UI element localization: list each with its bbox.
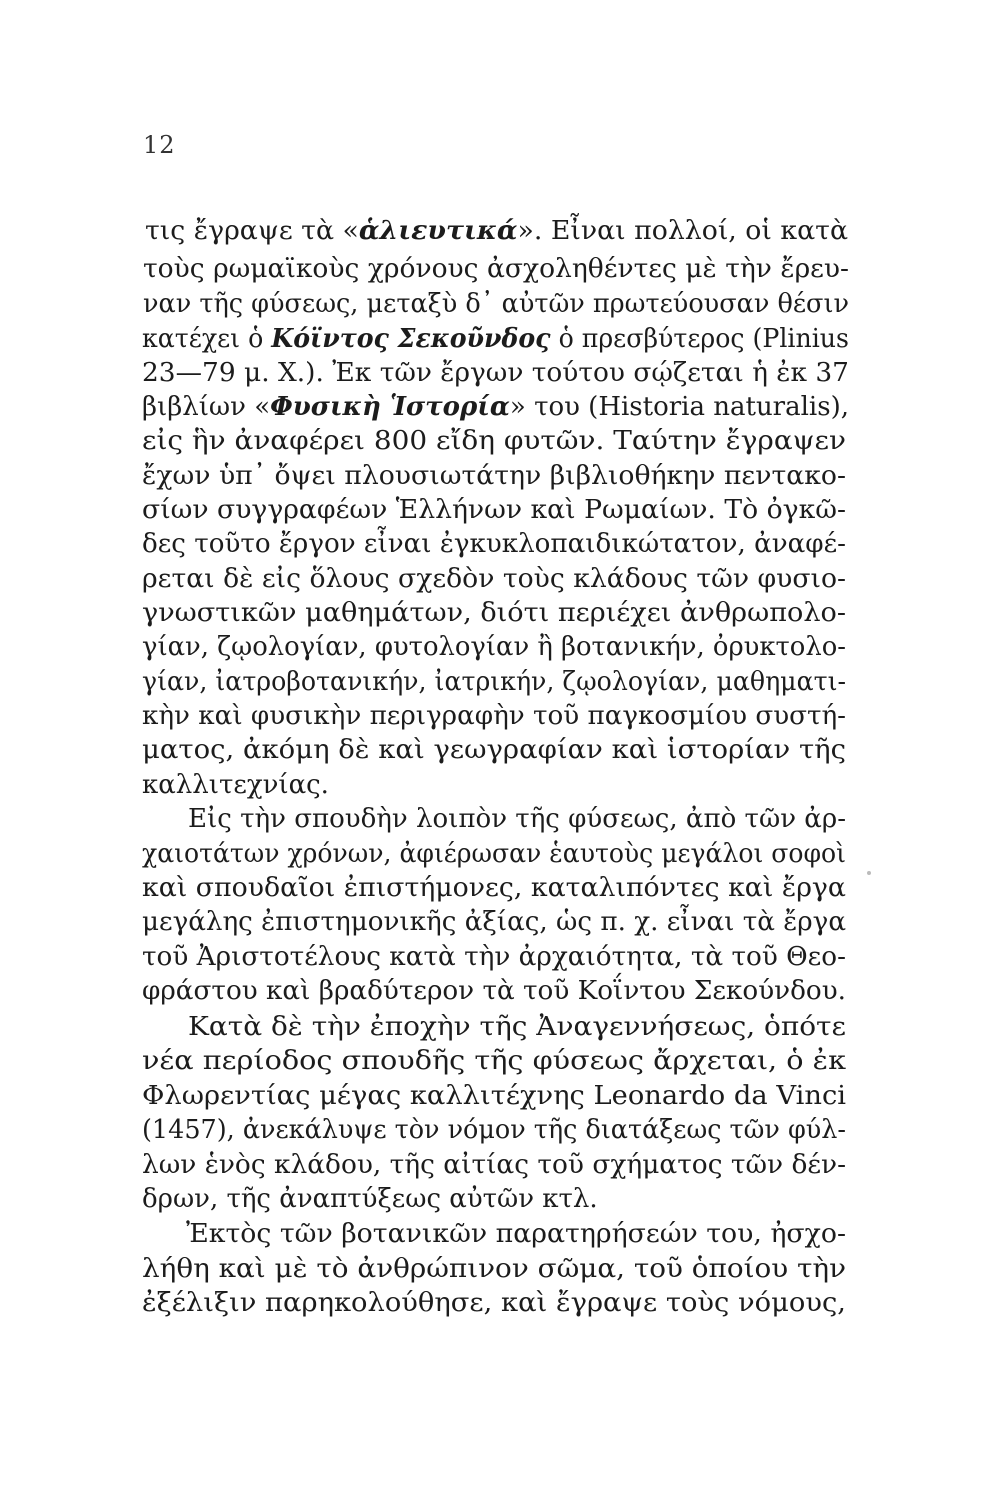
text-line: νέα περίοδος σπουδῆς τῆς φύσεως ἄρχεται, ὁ ἐκ	[142, 1046, 846, 1076]
text-line: 23—79 μ. Χ.). Ἐκ τῶν ἔργων τούτου σῴζεται ἡ ἐκ 37	[142, 358, 849, 388]
text-line: κὴν καὶ φυσικὴν περιγραφὴν τοῦ παγκοσμίου συστή-	[142, 701, 846, 731]
text-line: τις ἔγραψε τὰ «ἁλιευτικά». Εἶναι πολλοί, οἱ κατὰ	[145, 216, 848, 246]
text-line: φράστου καὶ βραδύτερον τὰ τοῦ Κοΐντου Σεκούνδου.	[142, 976, 846, 1006]
text-line: σίων συγγραφέων Ἑλλήνων καὶ Ρωμαίων. Τὸ ὀγκῶ-	[142, 495, 846, 525]
text-line: ἐξέλιξιν παρηκολούθησε, καὶ ἔγραψε τοὺς νόμους,	[142, 1288, 847, 1318]
text-line: ναν τῆς φύσεως, μεταξὺ δ᾽ αὐτῶν πρωτεύουσαν θέσιν	[143, 289, 849, 319]
text-line: τοῦ Ἀριστοτέλους κατὰ τὴν ἀρχαιότητα, τὰ τοῦ Θεο-	[142, 942, 846, 972]
text-line: Κατὰ δὲ τὴν ἐποχὴν τῆς Ἀναγεννήσεως, ὁπότε	[188, 1012, 846, 1042]
text-line: βιβλίων «Φυσικὴ Ἱστορία» του (Historia naturalis),	[142, 392, 849, 422]
text-line: καλλιτεχνίας.	[142, 770, 329, 800]
text-line: εἰς ἣν ἀναφέρει 800 εἴδη φυτῶν. Ταύτην ἔγραψεν	[142, 426, 846, 456]
text-line: Εἰς τὴν σπουδὴν λοιπὸν τῆς φύσεως, ἀπὸ τῶν ἀρ-	[188, 804, 846, 834]
text-line: (1457), ἀνεκάλυψε τὸν νόμον τῆς διατάξεως τῶν φύλ-	[142, 1115, 846, 1145]
text-line: λήθη καὶ μὲ τὸ ἀνθρώπινον σῶμα, τοῦ ὁποίου τὴν	[142, 1254, 846, 1284]
text-line: γίαν, ζῳολογίαν, φυτολογίαν ἢ βοτανικήν, ὀρυκτολο-	[142, 632, 846, 662]
text-line: ἔχων ὑπ᾽ ὄψει πλουσιωτάτην βιβλιοθήκην πεντακο-	[142, 461, 847, 491]
text-line: χαιοτάτων χρόνων, ἀφιέρωσαν ἑαυτοὺς μεγάλοι σοφοὶ	[142, 839, 846, 869]
page-number: 12	[143, 131, 176, 159]
text-line: γνωστικῶν μαθημάτων, διότι περιέχει ἀνθρωπολο-	[142, 598, 846, 628]
text-line: ρεται δὲ εἰς ὅλους σχεδὸν τοὺς κλάδους τῶν φυσιο-	[142, 564, 846, 594]
text-line: καὶ σπουδαῖοι ἐπιστήμονες, καταλιπόντες καὶ ἔργα	[142, 873, 846, 903]
text-line: Φλωρεντίας μέγας καλλιτέχνης Leonardo da Vinci	[142, 1081, 847, 1111]
text-line: λων ἑνὸς κλάδου, τῆς αἰτίας τοῦ σχήματος τῶν δέν-	[142, 1150, 846, 1180]
text-line: γίαν, ἰατροβοτανικήν, ἰατρικήν, ζῳολογίαν, μαθηματι-	[142, 667, 846, 697]
text-line: Ἐκτὸς τῶν βοτανικῶν παρατηρήσεών του, ἠσχο-	[186, 1219, 846, 1249]
text-line: μεγάλης ἐπιστημονικῆς ἀξίας, ὡς π. χ. εἶναι τὰ ἔργα	[142, 907, 846, 937]
print-speck	[867, 871, 871, 875]
text-line: δρων, τῆς ἀναπτύξεως αὐτῶν κτλ.	[142, 1184, 598, 1214]
text-line: δες τοῦτο ἔργον εἶναι ἐγκυκλοπαιδικώτατον, ἀναφέ-	[142, 529, 846, 559]
text-line: ματος, ἀκόμη δὲ καὶ γεωγραφίαν καὶ ἱστορίαν τῆς	[142, 735, 846, 765]
text-line: κατέχει ὁ Κόϊντος Σεκοῦνδος ὁ πρεσβύτερος (Plinius	[142, 324, 849, 354]
text-line: τοὺς ρωμαϊκοὺς χρόνους ἀσχοληθέντες μὲ τὴν ἔρευ-	[143, 254, 849, 284]
